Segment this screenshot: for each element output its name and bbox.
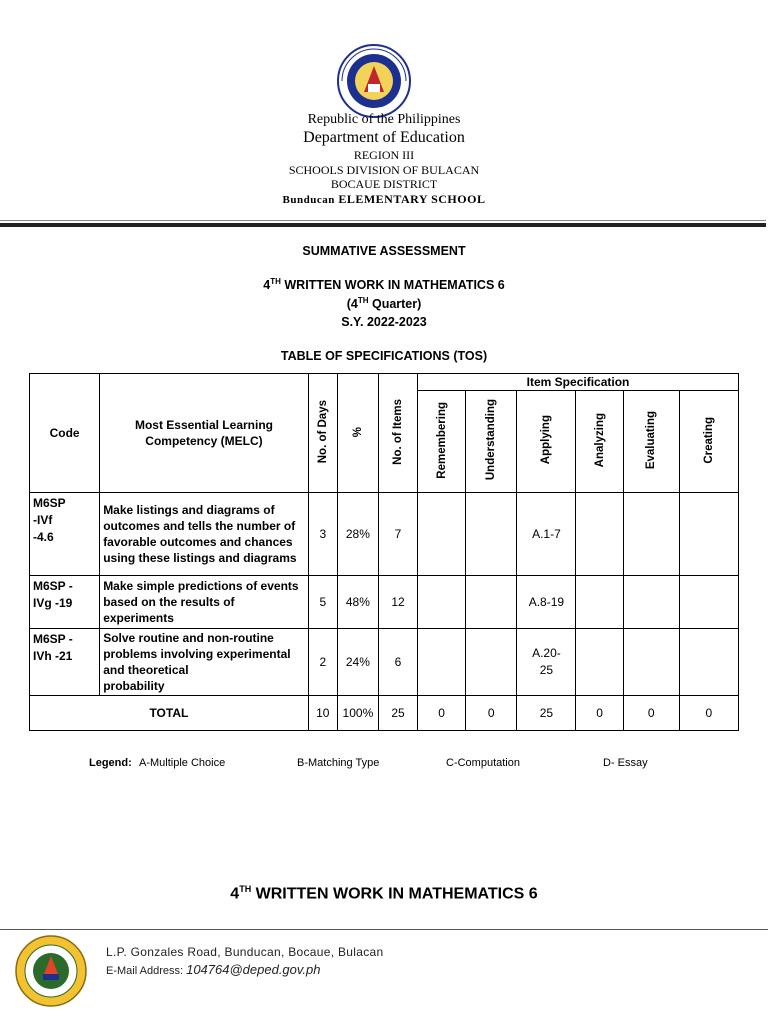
- header-analyzing: Analyzing: [576, 391, 623, 493]
- district-label: BOCAUE DISTRICT: [330, 177, 438, 191]
- header-divider: [0, 223, 766, 227]
- table-row: [30, 493, 739, 576]
- legend-c: C-Computation: [446, 757, 520, 769]
- row-percent: 28%: [337, 493, 378, 576]
- row-applying: A.20- 25: [517, 629, 576, 696]
- footer-divider: [0, 929, 700, 930]
- row-analyzing: [576, 629, 623, 696]
- school-year: S.Y. 2022-2023: [341, 315, 427, 329]
- row-evaluating: [623, 576, 679, 629]
- row-creating: [679, 493, 738, 576]
- quarter-sup: TH: [357, 296, 369, 305]
- footer-address: L.P. Gonzales Road, Bunducan, Bocaue, Bulacan: [106, 945, 384, 959]
- row-items: 6: [378, 629, 417, 696]
- row-items: 7: [378, 493, 417, 576]
- division-label: SCHOOLS DIVISION OF BULACAN: [288, 163, 480, 177]
- total-remembering: 0: [418, 696, 466, 731]
- header-evaluating: Evaluating: [623, 391, 679, 493]
- school-name: Bunducan: [282, 194, 335, 206]
- assessment-title: SUMMATIVE ASSESSMENT: [302, 244, 466, 258]
- row-understanding: [466, 493, 517, 576]
- republic-label: Republic of the Philippines: [307, 112, 461, 127]
- total-creating: 0: [679, 696, 738, 731]
- tos-table: [29, 373, 739, 731]
- work-sup: TH: [270, 277, 281, 286]
- row-code: M6SP - IVh -21: [30, 629, 100, 696]
- row-items: 12: [378, 576, 417, 629]
- header-code: Code: [30, 374, 100, 493]
- row-remembering: [418, 493, 466, 576]
- written-work-title: [0, 277, 768, 292]
- table-row: [30, 629, 739, 696]
- tos-title: TABLE OF SPECIFICATIONS (TOS): [280, 349, 488, 363]
- quarter-open: (4: [346, 297, 358, 312]
- header-item-specification: Item Specification: [418, 374, 739, 391]
- total-applying: 25: [517, 696, 576, 731]
- header-days: No. of Days: [308, 374, 337, 493]
- header-applying: Applying: [517, 391, 576, 493]
- bottom-num: 4: [230, 885, 240, 903]
- footer-divider-right: [640, 929, 768, 930]
- bottom-title: [0, 884, 768, 903]
- legend-d: D- Essay: [603, 757, 648, 769]
- quarter-rest: Quarter): [368, 297, 422, 312]
- row-remembering: [418, 629, 466, 696]
- row-days: 5: [308, 576, 337, 629]
- footer-email-line: [106, 962, 321, 977]
- row-percent: 48%: [337, 576, 378, 629]
- bottom-rest: WRITTEN WORK IN MATHEMATICS 6: [251, 885, 538, 903]
- header-melc: Most Essential Learning Competency (MELC): [100, 374, 309, 493]
- row-understanding: [466, 576, 517, 629]
- row-percent: 24%: [337, 629, 378, 696]
- total-understanding: 0: [466, 696, 517, 731]
- row-creating: [679, 629, 738, 696]
- header-percent: %: [337, 374, 378, 493]
- legend-a: A-Multiple Choice: [139, 757, 226, 769]
- row-applying: A.8-19: [517, 576, 576, 629]
- row-code: M6SP -IVf -4.6: [30, 493, 100, 576]
- row-days: 3: [308, 493, 337, 576]
- department-label: Department of Education: [303, 129, 465, 146]
- bottom-sup: TH: [239, 884, 252, 894]
- row-days: 2: [308, 629, 337, 696]
- row-melc: Solve routine and non-routine problems involving experimental and theoretical probability: [100, 629, 309, 696]
- region-label: REGION III: [353, 148, 415, 162]
- total-row: [30, 696, 739, 731]
- total-percent: 100%: [337, 696, 378, 731]
- table-header-row: [30, 374, 739, 391]
- row-melc: Make simple predictions of events based on the results of experiments: [100, 576, 309, 629]
- total-days: 10: [308, 696, 337, 731]
- header-divider-thin: [0, 220, 766, 221]
- table-row: [30, 576, 739, 629]
- row-code: M6SP - IVg -19: [30, 576, 100, 629]
- work-rest: WRITTEN WORK IN MATHEMATICS 6: [280, 278, 505, 293]
- legend-b: B-Matching Type: [297, 757, 380, 769]
- email-link[interactable]: 104764@deped.gov.ph: [186, 962, 321, 977]
- total-label: TOTAL: [30, 696, 309, 731]
- row-applying: A.1-7: [517, 493, 576, 576]
- total-analyzing: 0: [576, 696, 623, 731]
- header-remembering: Remembering: [418, 391, 466, 493]
- row-analyzing: [576, 493, 623, 576]
- legend-label: Legend:: [89, 757, 132, 769]
- email-label: E-Mail Address:: [106, 965, 187, 977]
- deped-seal-logo: [322, 44, 426, 118]
- total-items: 25: [378, 696, 417, 731]
- row-evaluating: [623, 493, 679, 576]
- school-label: [0, 192, 768, 207]
- row-analyzing: [576, 576, 623, 629]
- work-num: 4: [263, 278, 271, 293]
- row-evaluating: [623, 629, 679, 696]
- row-understanding: [466, 629, 517, 696]
- total-evaluating: 0: [623, 696, 679, 731]
- row-melc: Make listings and diagrams of outcomes and tells the number of favorable outcomes and chances using these listings and diagrams: [100, 493, 309, 576]
- header-creating: Creating: [679, 391, 738, 493]
- row-remembering: [418, 576, 466, 629]
- header-understanding: Understanding: [466, 391, 517, 493]
- school-type: ELEMENTARY SCHOOL: [338, 192, 486, 206]
- header-items: No. of Items: [378, 374, 417, 493]
- school-logo: [14, 934, 88, 1008]
- quarter-title: [0, 296, 768, 311]
- row-creating: [679, 576, 738, 629]
